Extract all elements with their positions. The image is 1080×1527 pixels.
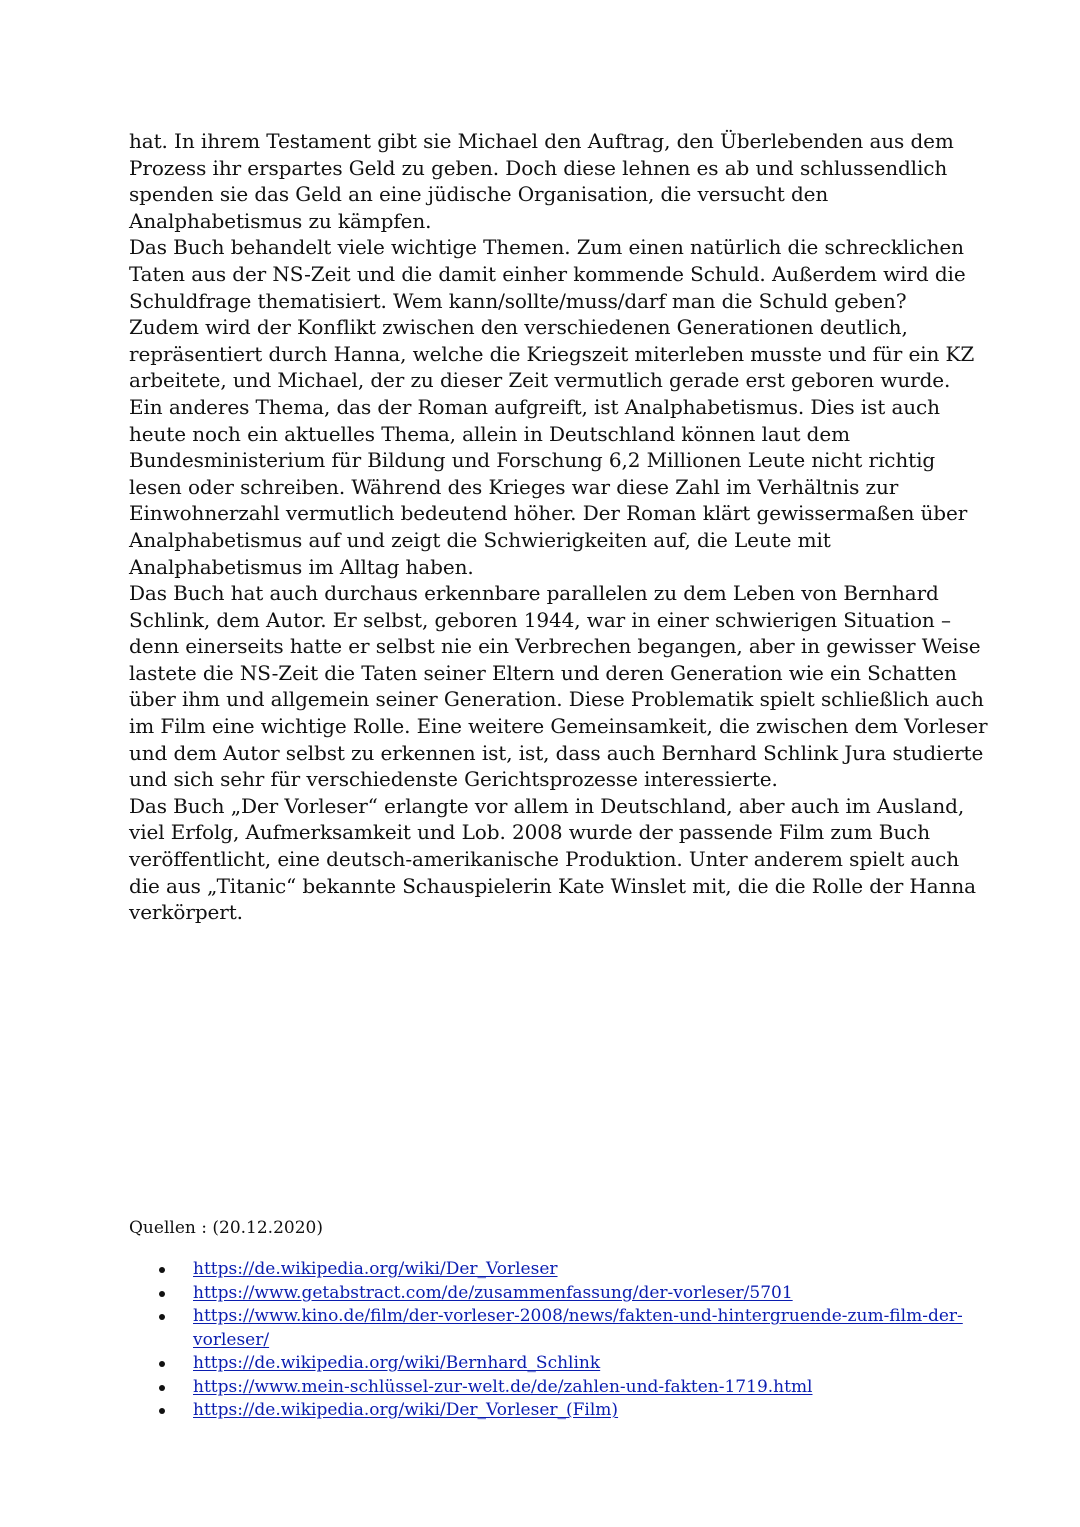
body-text-line: Schuldfrage thematisiert. Wem kann/sollte/muss/darf man die Schuld geben? [129, 288, 907, 313]
source-link[interactable]: https://www.kino.de/film/der-vorleser-2008/news/fakten-und-hintergruende-zum-film-der- [193, 1306, 963, 1326]
body-text-line: spenden sie das Geld an eine jüdische Organisation, die versucht den [129, 182, 829, 207]
source-link[interactable]: https://www.getabstract.com/de/zusammenfassung/der-vorleser/5701 [193, 1282, 793, 1303]
source-list-item [129, 1305, 979, 1352]
body-text-line: lastete die NS-Zeit die Taten seiner Eltern und deren Generation wie ein Schatten [129, 660, 957, 685]
sources-heading: Quellen : (20.12.2020) [129, 1218, 323, 1238]
source-link[interactable]: https://de.wikipedia.org/wiki/Bernhard_Schlink [193, 1353, 601, 1373]
body-text [129, 128, 988, 926]
body-text-line: repräsentiert durch Hanna, welche die Kriegszeit miterleben musste und für ein KZ [129, 341, 975, 366]
body-text-line: Bundesministerium für Bildung und Forschung 6,2 Millionen Leute nicht richtig [129, 448, 936, 473]
body-text-line: und dem Autor selbst zu erkennen ist, ist, dass auch Bernhard Schlink Jura studierte [129, 740, 984, 765]
body-text-line: denn einerseits hatte er selbst nie ein Verbrechen begangen, aber in gewisser Weise [129, 634, 981, 659]
body-text-line: und sich sehr für verschiedenste Gerichtsprozesse interessierte. [129, 767, 778, 792]
body-text-line: lesen oder schreiben. Während des Krieges war diese Zahl im Verhältnis zur [129, 474, 899, 499]
body-text-line: viel Erfolg, Aufmerksamkeit und Lob. 2008 wurde der passende Film zum Buch [129, 820, 930, 845]
body-text-line: Analphabetismus im Alltag haben. [129, 554, 474, 579]
body-text-line: Einwohnerzahl vermutlich bedeutend höher. Der Roman klärt gewissermaßen über [129, 501, 968, 526]
body-text-line: die aus „Titanic“ bekannte Schauspielerin Kate Winslet mit, die die Rolle der Hanna [129, 873, 976, 898]
bullet-icon [159, 1408, 165, 1414]
source-list-item [129, 1282, 979, 1306]
body-text-line: Das Buch „Der Vorleser“ erlangte vor allem in Deutschland, aber auch im Ausland, [129, 793, 965, 818]
bullet-icon [159, 1361, 165, 1367]
body-text-line: Analphabetismus auf und zeigt die Schwierigkeiten auf, die Leute mit [129, 527, 831, 552]
bullet-icon [159, 1385, 165, 1391]
bullet-icon [159, 1291, 165, 1297]
body-text-line: hat. In ihrem Testament gibt sie Michael den Auftrag, den Überlebenden aus dem [129, 129, 954, 153]
source-list [129, 1258, 979, 1423]
body-text-line: veröffentlicht, eine deutsch-amerikanische Produktion. Unter anderem spielt auch [129, 847, 960, 872]
body-text-line: über ihm und allgemein seiner Generation. Diese Problematik spielt schließlich auch [129, 687, 984, 712]
source-list-item [129, 1352, 979, 1376]
source-list-item [129, 1376, 979, 1400]
bullet-icon [159, 1314, 165, 1320]
body-text-line: arbeitete, und Michael, der zu dieser Zeit vermutlich gerade erst geboren wurde. [129, 368, 951, 393]
source-link[interactable]: vorleser/ [193, 1329, 270, 1350]
bullet-icon [159, 1267, 165, 1273]
body-text-line: heute noch ein aktuelles Thema, allein in Deutschland können laut dem [129, 421, 850, 446]
body-text-line: Das Buch hat auch durchaus erkennbare parallelen zu dem Leben von Bernhard [129, 581, 939, 606]
source-link[interactable]: https://www.mein-schlüssel-zur-welt.de/de/zahlen-und-fakten-1719.html [193, 1376, 813, 1397]
source-link[interactable]: https://de.wikipedia.org/wiki/Der_Vorleser_(Film) [193, 1400, 619, 1420]
body-text-line: verkörpert. [129, 900, 243, 925]
sources-section [129, 1216, 979, 1423]
body-text-line: Schlink, dem Autor. Er selbst, geboren 1944, war in einer schwierigen Situation – [129, 607, 951, 632]
source-link[interactable]: https://de.wikipedia.org/wiki/Der_Vorleser [193, 1259, 558, 1279]
body-text-line: Zudem wird der Konflikt zwischen den verschiedenen Generationen deutlich, [129, 315, 908, 340]
source-list-item [129, 1399, 979, 1423]
body-text-line: Das Buch behandelt viele wichtige Themen. Zum einen natürlich die schrecklichen [129, 235, 964, 260]
source-list-item [129, 1258, 979, 1282]
body-text-line: im Film eine wichtige Rolle. Eine weitere Gemeinsamkeit, die zwischen dem Vorleser [129, 714, 988, 739]
body-text-line: Ein anderes Thema, das der Roman aufgreift, ist Analphabetismus. Dies ist auch [129, 394, 940, 419]
body-text-line: Analphabetismus zu kämpfen. [129, 208, 432, 233]
body-text-line: Taten aus der NS-Zeit und die damit einher kommende Schuld. Außerdem wird die [129, 261, 966, 286]
body-text-line: Prozess ihr erspartes Geld zu geben. Doch diese lehnen es ab und schlussendlich [129, 155, 948, 180]
